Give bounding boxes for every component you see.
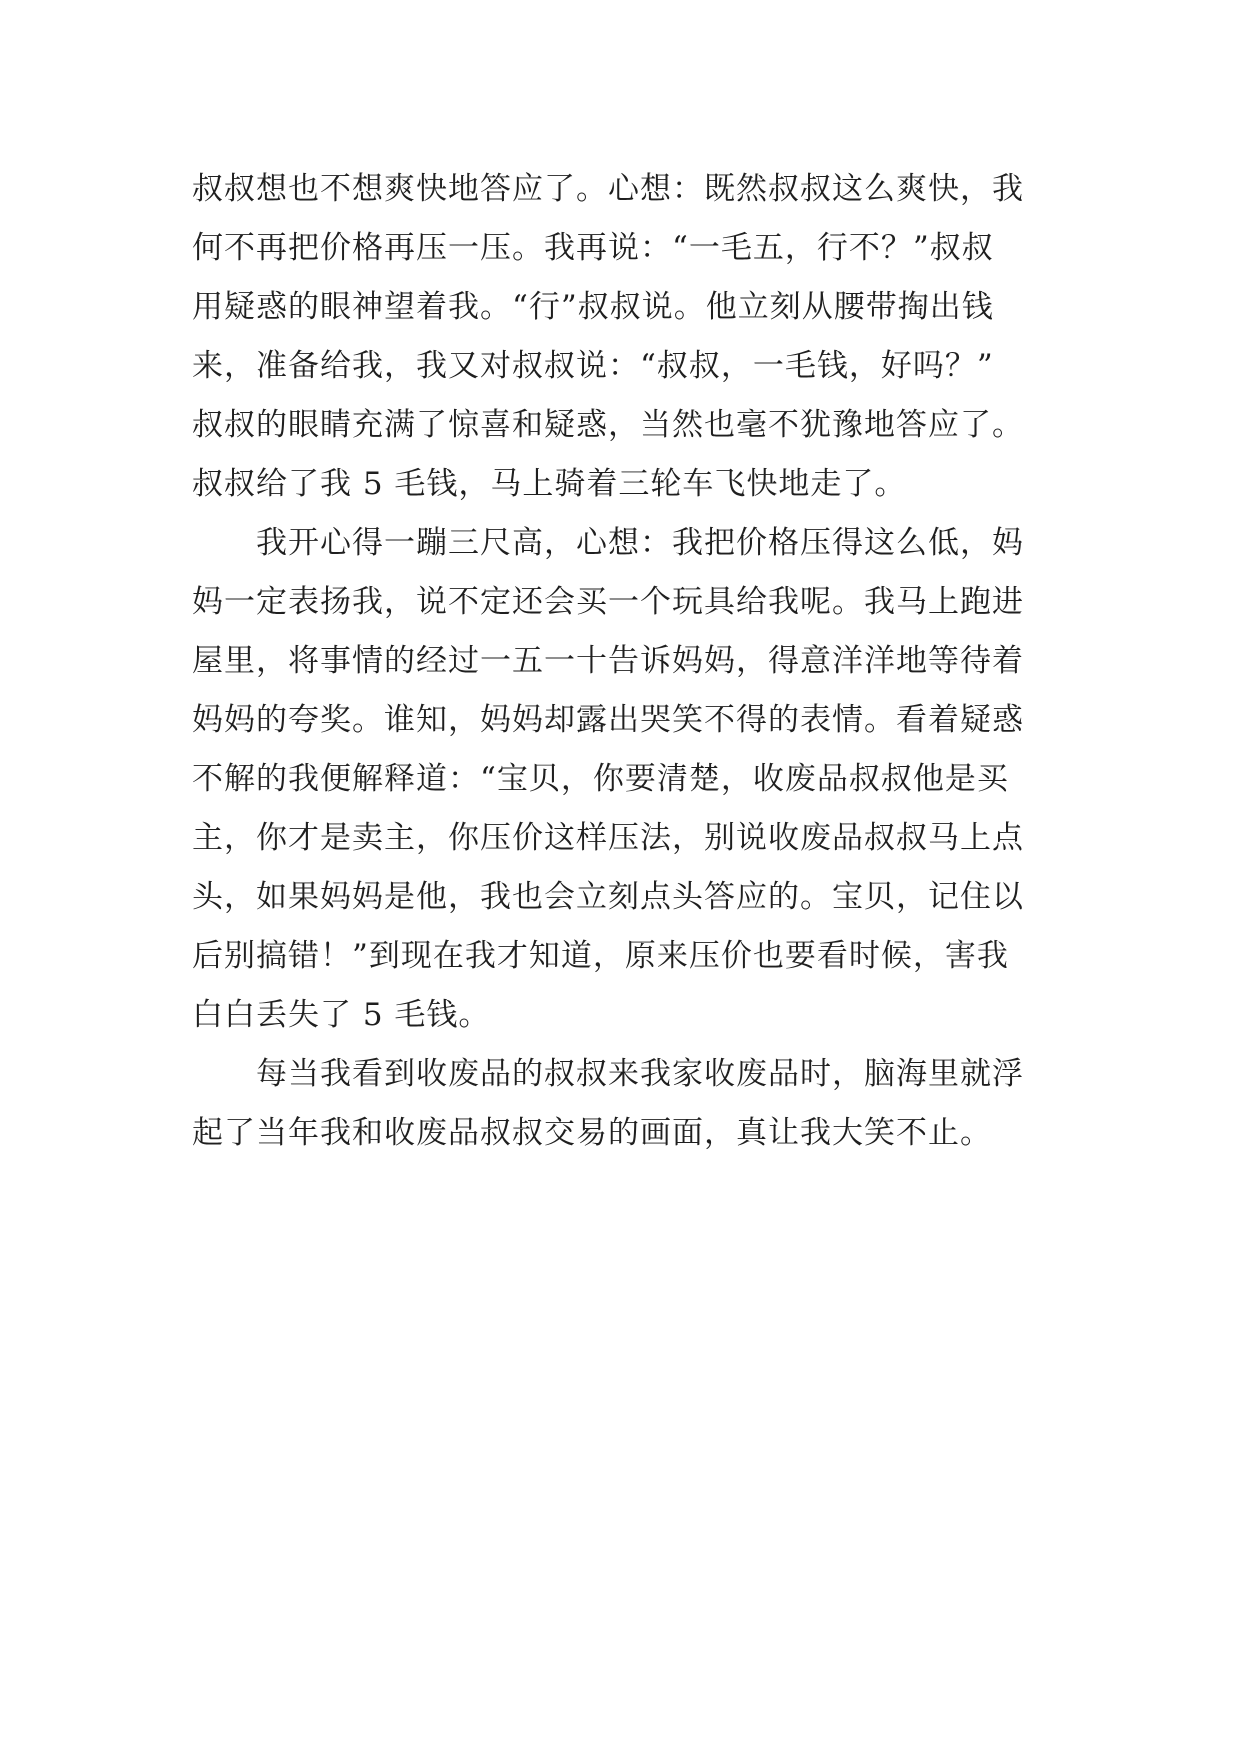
text-line: 叔叔的眼睛充满了惊喜和疑惑，当然也毫不犹豫地答应了。: [192, 407, 1024, 443]
text-line: 主，你才是卖主，你压价这样压法，别说收废品叔叔马上点: [192, 820, 1024, 856]
paragraph-2: [192, 514, 1072, 1045]
body-text: [192, 160, 1072, 1163]
text-line: 来，准备给我，我又对叔叔说：“叔叔，一毛钱，好吗？”: [192, 348, 994, 384]
text-line: 妈一定表扬我，说不定还会买一个玩具给我呢。我马上跑进: [192, 584, 1024, 620]
text-line: 每当我看到收废品的叔叔来我家收废品时，脑海里就浮: [256, 1056, 1024, 1092]
text-line: 屋里，将事情的经过一五一十告诉妈妈，得意洋洋地等待着: [192, 643, 1024, 679]
text-line: 我开心得一蹦三尺高，心想：我把价格压得这么低，妈: [256, 525, 1024, 561]
text-line: 白白丢失了 5 毛钱。: [192, 997, 491, 1033]
text-line: 用疑惑的眼神望着我。“行”叔叔说。他立刻从腰带掏出钱: [192, 289, 994, 325]
text-line: 何不再把价格再压一压。我再说：“一毛五，行不？”叔叔: [192, 230, 994, 266]
text-line: 叔叔给了我 5 毛钱，马上骑着三轮车飞快地走了。: [192, 466, 907, 502]
text-line: 起了当年我和收废品叔叔交易的画面，真让我大笑不止。: [192, 1115, 992, 1151]
text-line: 叔叔想也不想爽快地答应了。心想：既然叔叔这么爽快，我: [192, 171, 1024, 207]
paragraph-1: [192, 160, 1072, 514]
text-line: 妈妈的夸奖。谁知，妈妈却露出哭笑不得的表情。看着疑惑: [192, 702, 1024, 738]
text-line: 不解的我便解释道：“宝贝，你要清楚，收废品叔叔他是买: [192, 761, 1009, 797]
text-line: 后别搞错！”到现在我才知道，原来压价也要看时候，害我: [192, 938, 1009, 974]
paragraph-3: [192, 1045, 1072, 1163]
text-line: 头，如果妈妈是他，我也会立刻点头答应的。宝贝，记住以: [192, 879, 1024, 915]
